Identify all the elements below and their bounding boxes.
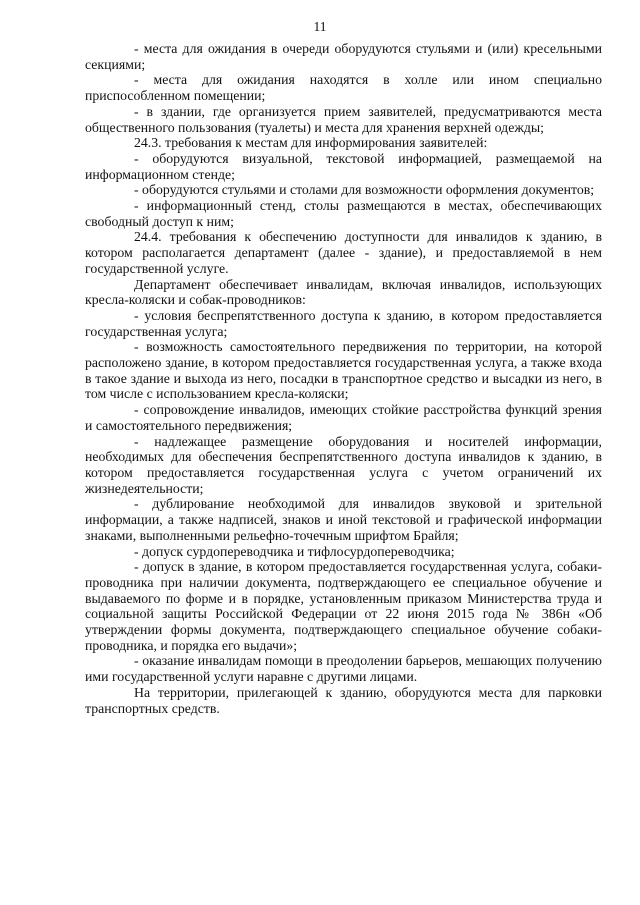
paragraph: - сопровождение инвалидов, имеющих стойкие расстройства функций зрения и самостоятельного передвижения; xyxy=(85,402,602,433)
paragraph: - условия беспрепятственного доступа к зданию, в котором предоставляется государственная услуга; xyxy=(85,307,602,339)
paragraph: - допуск сурдопереводчика и тифлосурдопереводчика; xyxy=(134,543,455,559)
paragraph: 24.4. требования к обеспечению доступности для инвалидов к зданию, в котором располагается департамент (далее - здание), и предоставляемой в нем государственной услуге. xyxy=(85,229,602,276)
paragraph: - оборудуются стульями и столами для возможности оформления документов; xyxy=(134,182,595,198)
paragraph: - допуск в здание, в котором предоставляется государственная услуга, собаки-проводника при наличии документа, подтверждающего ее специальное обучение и выдаваемого по форме и в порядке, установленным приказом Министерства труда и социальной защиты Российской Федерации от 22 июня 2015 года № 386н «Об утверждении формы документа, подтверждающего специальное обучение собаки-проводника, и порядка его выдачи»; xyxy=(85,559,602,653)
paragraph: - места для ожидания в очереди оборудуются стульями и (или) кресельными секциями; xyxy=(85,41,602,72)
page-number: 11 xyxy=(313,19,327,34)
paragraph: 24.3. требования к местам для информирования заявителей: xyxy=(134,135,488,151)
paragraph: - в здании, где организуется прием заявителей, предусматриваются места общественного пользования (туалеты) и места для хранения верхней одежды; xyxy=(85,103,602,135)
paragraph: - оказание инвалидам помощи в преодолении барьеров, мешающих получению ими государственной услуги наравне с другими лицами. xyxy=(85,653,602,685)
paragraph: - оборудуются визуальной, текстовой информацией, размещаемой на информационном стенде; xyxy=(85,150,602,182)
paragraph: - дублирование необходимой для инвалидов звуковой и зрительной информации, а также надписей, знаков и иной текстовой и графической информации знаками, выполненными рельефно-точечным шрифтом Брайля; xyxy=(85,496,602,543)
paragraph: - информационный стенд, столы размещаются в местах, обеспечивающих свободный доступ к ним; xyxy=(85,198,602,229)
paragraph: - места для ожидания находятся в холле или ином специально приспособленном помещении; xyxy=(85,72,602,104)
paragraph: Департамент обеспечивает инвалидам, включая инвалидов, использующих кресла-коляски и собак-проводников: xyxy=(85,276,602,308)
paragraph: - возможность самостоятельного передвижения по территории, на которой расположено здание, в котором предоставляется государственная услуга, а также входа в такое здание и выхода из него, посадки в транспортное средство и высадки из него, в том числе с использованием кресла-коляски; xyxy=(85,339,602,402)
paragraph: На территории, прилегающей к зданию, оборудуются места для парковки транспортных средств. xyxy=(85,684,602,716)
paragraph: - надлежащее размещение оборудования и носителей информации, необходимых для обеспечения беспрепятственного доступа инвалидов к зданию, в котором предоставляется государственная услуга с учетом ограничений их жизнедеятельности; xyxy=(85,433,602,496)
document-body xyxy=(85,41,602,716)
